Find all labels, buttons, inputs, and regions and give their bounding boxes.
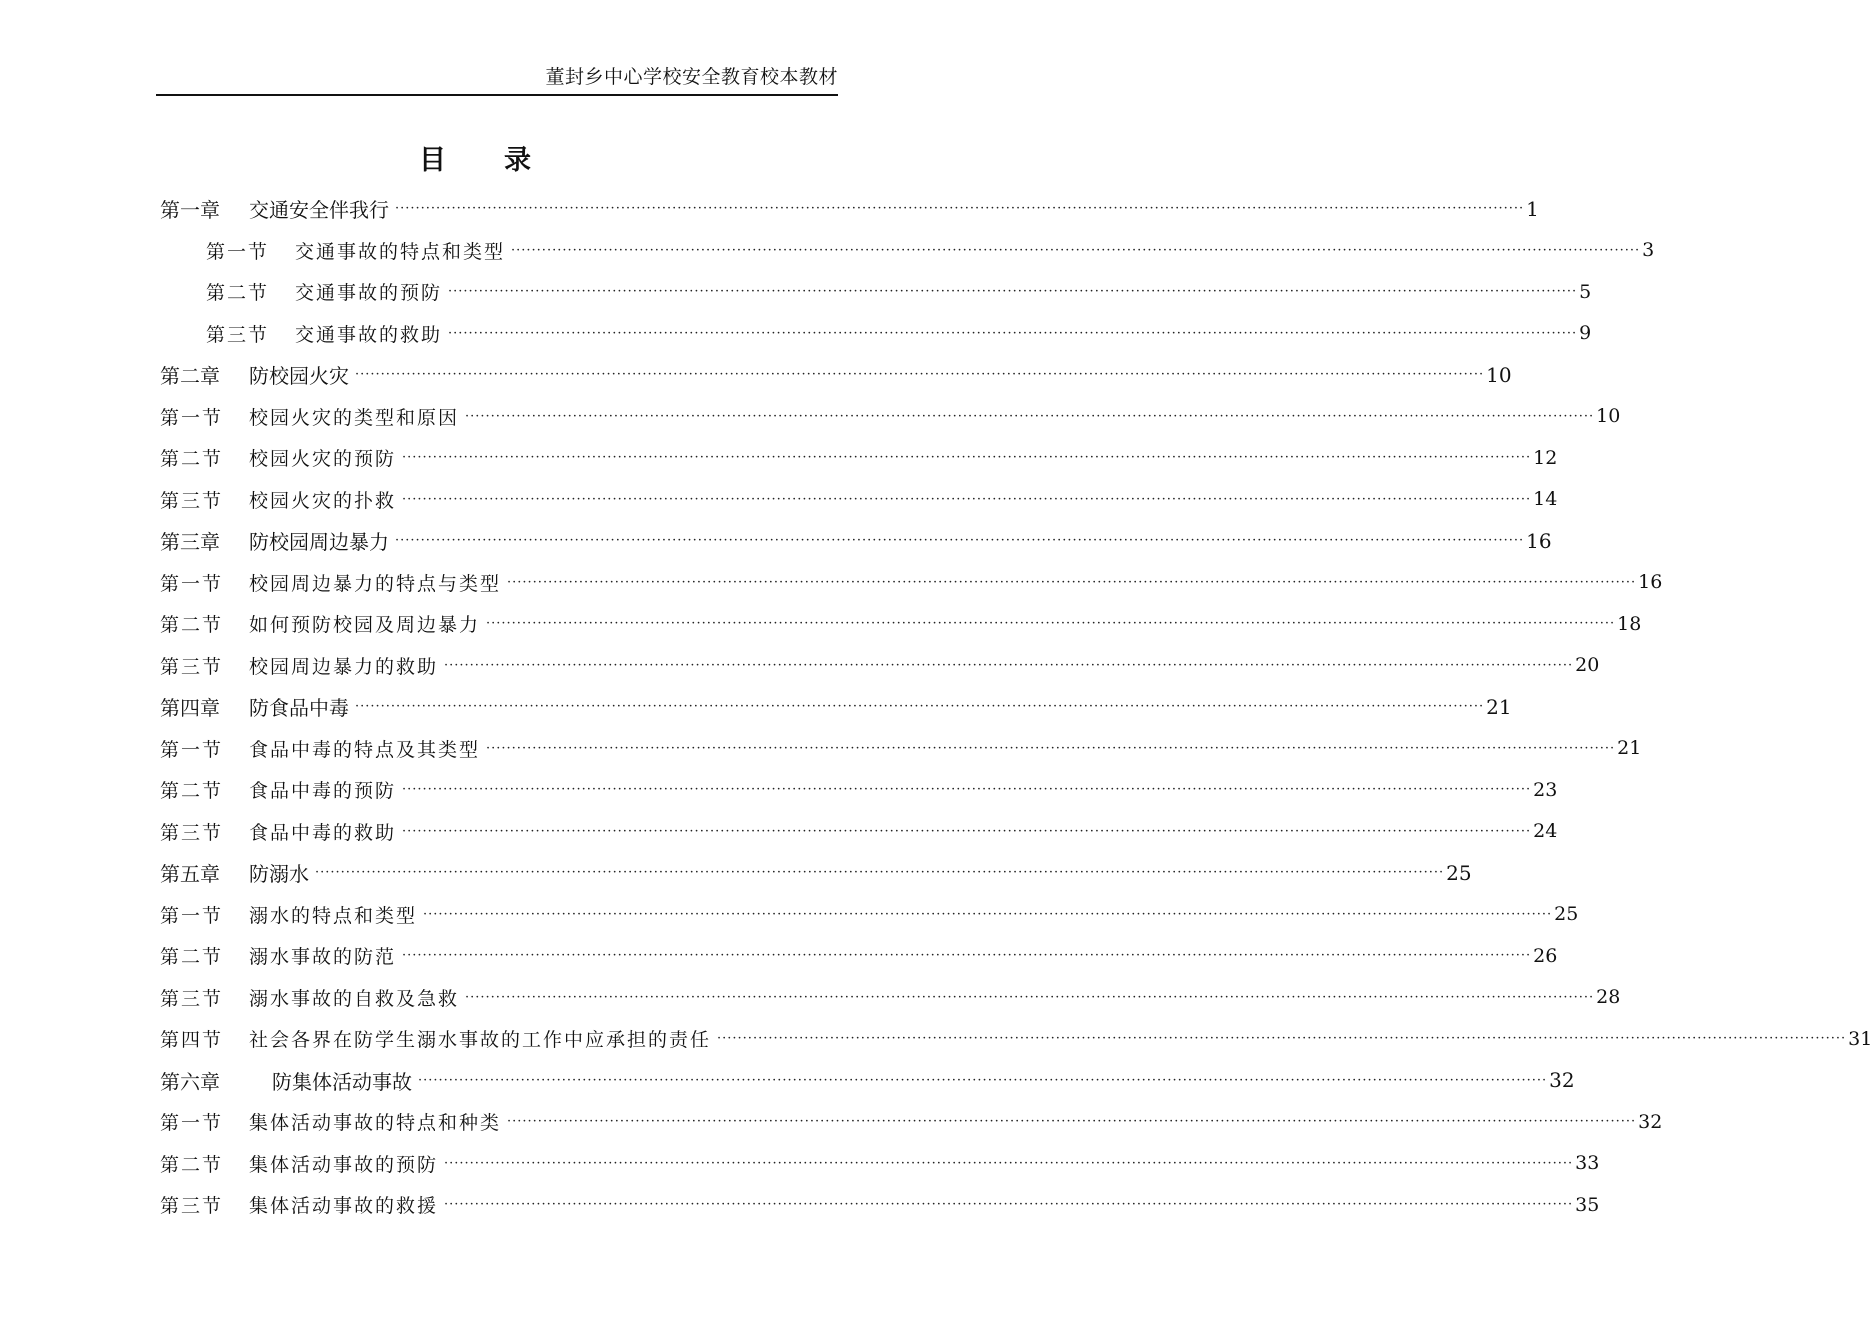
toc-entry-label: 第一节 <box>206 240 270 263</box>
toc-page-number: 25 <box>1554 903 1579 926</box>
toc-entry-label: 第二节 <box>160 614 224 637</box>
toc-dot-leader: ···························································································································································································································· <box>355 699 1485 715</box>
toc-dot-leader: ···························································································································································································································· <box>315 865 1445 881</box>
toc-page-number: 24 <box>1533 820 1558 843</box>
toc-entry-label: 第六章 <box>160 1069 220 1094</box>
toc-entry-label: 第一节 <box>160 572 224 595</box>
toc-section-entry <box>160 1101 1663 1143</box>
toc-page-number: 16 <box>1526 528 1552 553</box>
toc-page-number: 16 <box>1638 571 1663 594</box>
toc-entry-title: 食品中毒的预防 <box>249 780 397 803</box>
toc-section-entry <box>160 271 1592 313</box>
toc-section-entry <box>160 313 1592 355</box>
toc-entry-title: 食品中毒的救助 <box>249 821 397 844</box>
page-title-part1: 目 <box>419 145 446 176</box>
toc-page-number: 3 <box>1642 239 1655 262</box>
toc-page-number: 26 <box>1533 944 1558 967</box>
toc-entry-label: 第一节 <box>160 904 224 927</box>
toc-entry-label: 第二节 <box>160 946 224 969</box>
toc-entry-label: 第三节 <box>160 821 224 844</box>
toc-entry-label: 第二节 <box>160 1153 224 1176</box>
toc-page-number: 28 <box>1596 986 1621 1009</box>
toc-entry-title: 交通事故的预防 <box>295 282 443 305</box>
toc-entry-title: 防食品中毒 <box>249 696 349 721</box>
toc-entry-label: 第三节 <box>160 987 224 1010</box>
toc-chapter-entry <box>160 188 1539 230</box>
toc-entry-label: 第一节 <box>160 1112 224 1135</box>
toc-page-number: 10 <box>1596 405 1621 428</box>
toc-entry-title: 防校园周边暴力 <box>249 530 389 555</box>
toc-page-number: 9 <box>1579 322 1592 345</box>
toc-page-number: 35 <box>1575 1193 1600 1216</box>
toc-chapter-entry <box>160 686 1512 728</box>
toc-dot-leader: ···························································································································································································································· <box>448 325 1578 341</box>
toc-section-entry <box>160 396 1621 438</box>
toc-entry-label: 第四章 <box>160 696 220 721</box>
page-title-part2: 录 <box>504 145 531 176</box>
toc-entry-title: 校园火灾的扑救 <box>249 489 397 512</box>
toc-dot-leader: ···························································································································································································································· <box>402 491 1532 507</box>
toc-section-entry <box>160 603 1642 645</box>
toc-page-number: 14 <box>1533 488 1558 511</box>
toc-dot-leader: ···························································································································································································································· <box>395 201 1525 217</box>
toc-entry-label: 第三章 <box>160 530 220 555</box>
header-title: 董封乡中心学校安全教育校本教材 <box>545 66 838 88</box>
toc-entry-title: 交通事故的特点和类型 <box>295 240 506 263</box>
toc-section-entry <box>160 230 1655 272</box>
toc-entry-label: 第五章 <box>160 862 220 887</box>
toc-entry-label: 第三节 <box>160 655 224 678</box>
toc-dot-leader: ···························································································································································································································· <box>511 242 1641 258</box>
toc-dot-leader: ···························································································································································································································· <box>486 616 1616 632</box>
toc-chapter-entry <box>160 354 1512 396</box>
toc-section-entry <box>160 562 1663 604</box>
toc-dot-leader: ···························································································································································································································· <box>402 782 1532 798</box>
toc-section-entry <box>160 811 1558 853</box>
page-title <box>0 138 950 177</box>
toc-section-entry <box>160 437 1558 479</box>
toc-entry-label: 第三节 <box>206 323 270 346</box>
toc-entry-title: 溺水事故的防范 <box>249 946 397 969</box>
toc-dot-leader: ···························································································································································································································· <box>507 574 1637 590</box>
toc-dot-leader: ···························································································································································································································· <box>418 1072 1548 1088</box>
toc-page-number: 32 <box>1549 1068 1575 1093</box>
toc-page-number: 25 <box>1446 860 1472 885</box>
toc-section-entry <box>160 728 1642 770</box>
toc-dot-leader: ···························································································································································································································· <box>402 948 1532 964</box>
toc-section-entry <box>160 479 1558 521</box>
toc-dot-leader: ···························································································································································································································· <box>395 533 1525 549</box>
toc-entry-label: 第二节 <box>206 282 270 305</box>
toc-page-number: 20 <box>1575 654 1600 677</box>
toc-entry-label: 第一章 <box>160 198 220 223</box>
toc-entry-label: 第三节 <box>160 489 224 512</box>
toc-entry-title: 防集体活动事故 <box>272 1069 412 1094</box>
toc-entry-label: 第二节 <box>160 780 224 803</box>
toc-entry-title: 防校园火灾 <box>249 364 349 389</box>
toc-page-number: 10 <box>1486 362 1512 387</box>
toc-entry-title: 交通安全伴我行 <box>249 198 389 223</box>
page-header <box>156 62 838 96</box>
toc-section-entry <box>160 645 1600 687</box>
toc-page-number: 23 <box>1533 778 1558 801</box>
toc-entry-title: 校园火灾的预防 <box>249 448 397 471</box>
toc-page-number: 5 <box>1579 280 1592 303</box>
toc-section-entry <box>160 935 1558 977</box>
toc-entry-label: 第四节 <box>160 1029 224 1052</box>
toc-dot-leader: ···························································································································································································································· <box>423 906 1553 922</box>
toc-page-number: 1 <box>1526 196 1539 221</box>
toc-entry-label: 第一节 <box>160 738 224 761</box>
toc-chapter-entry <box>160 1060 1575 1102</box>
toc-dot-leader: ···························································································································································································································· <box>465 989 1595 1005</box>
toc-dot-leader: ···························································································································································································································· <box>402 450 1532 466</box>
toc-chapter-entry <box>160 852 1472 894</box>
toc-dot-leader: ···························································································································································································································· <box>448 284 1578 300</box>
toc-section-entry <box>160 1143 1600 1185</box>
toc-chapter-entry <box>160 520 1552 562</box>
toc-section-entry <box>160 977 1621 1019</box>
toc-entry-title: 溺水事故的自救及急救 <box>249 987 460 1010</box>
toc-page-number: 31 <box>1848 1027 1872 1050</box>
toc-entry-title: 交通事故的救助 <box>295 323 443 346</box>
toc-entry-title: 集体活动事故的特点和种类 <box>249 1112 502 1135</box>
toc-page-number: 21 <box>1617 737 1642 760</box>
toc-dot-leader: ···························································································································································································································· <box>444 657 1574 673</box>
toc-dot-leader: ···························································································································································································································· <box>444 1155 1574 1171</box>
toc-entry-title: 如何预防校园及周边暴力 <box>249 614 481 637</box>
toc-entry-title: 校园周边暴力的特点与类型 <box>249 572 502 595</box>
toc-entry-title: 防溺水 <box>249 862 309 887</box>
toc-entry-title: 集体活动事故的预防 <box>249 1153 439 1176</box>
toc-entry-label: 第二章 <box>160 364 220 389</box>
toc-dot-leader: ···························································································································································································································· <box>507 1114 1637 1130</box>
toc-entry-title: 食品中毒的特点及其类型 <box>249 738 481 761</box>
toc-section-entry <box>160 769 1558 811</box>
toc-page-number: 32 <box>1638 1110 1663 1133</box>
toc-section-entry <box>160 1184 1600 1226</box>
table-of-contents <box>160 188 1872 1226</box>
toc-entry-label: 第二节 <box>160 448 224 471</box>
toc-page-number: 21 <box>1486 694 1512 719</box>
toc-dot-leader: ···························································································································································································································· <box>402 823 1532 839</box>
toc-page-number: 12 <box>1533 446 1558 469</box>
toc-dot-leader: ···························································································································································································································· <box>717 1031 1847 1047</box>
toc-section-entry <box>160 894 1579 936</box>
toc-section-entry <box>160 1018 1872 1060</box>
toc-dot-leader: ···························································································································································································································· <box>465 408 1595 424</box>
toc-dot-leader: ···························································································································································································································· <box>444 1197 1574 1213</box>
toc-entry-title: 校园火灾的类型和原因 <box>249 406 460 429</box>
toc-dot-leader: ···························································································································································································································· <box>355 367 1485 383</box>
toc-entry-title: 溺水的特点和类型 <box>249 904 418 927</box>
toc-entry-title: 社会各界在防学生溺水事故的工作中应承担的责任 <box>249 1029 712 1052</box>
toc-page-number: 18 <box>1617 612 1642 635</box>
toc-dot-leader: ···························································································································································································································· <box>486 740 1616 756</box>
toc-entry-label: 第三节 <box>160 1195 224 1218</box>
toc-entry-title: 集体活动事故的救援 <box>249 1195 439 1218</box>
toc-entry-label: 第一节 <box>160 406 224 429</box>
toc-entry-title: 校园周边暴力的救助 <box>249 655 439 678</box>
toc-page-number: 33 <box>1575 1152 1600 1175</box>
